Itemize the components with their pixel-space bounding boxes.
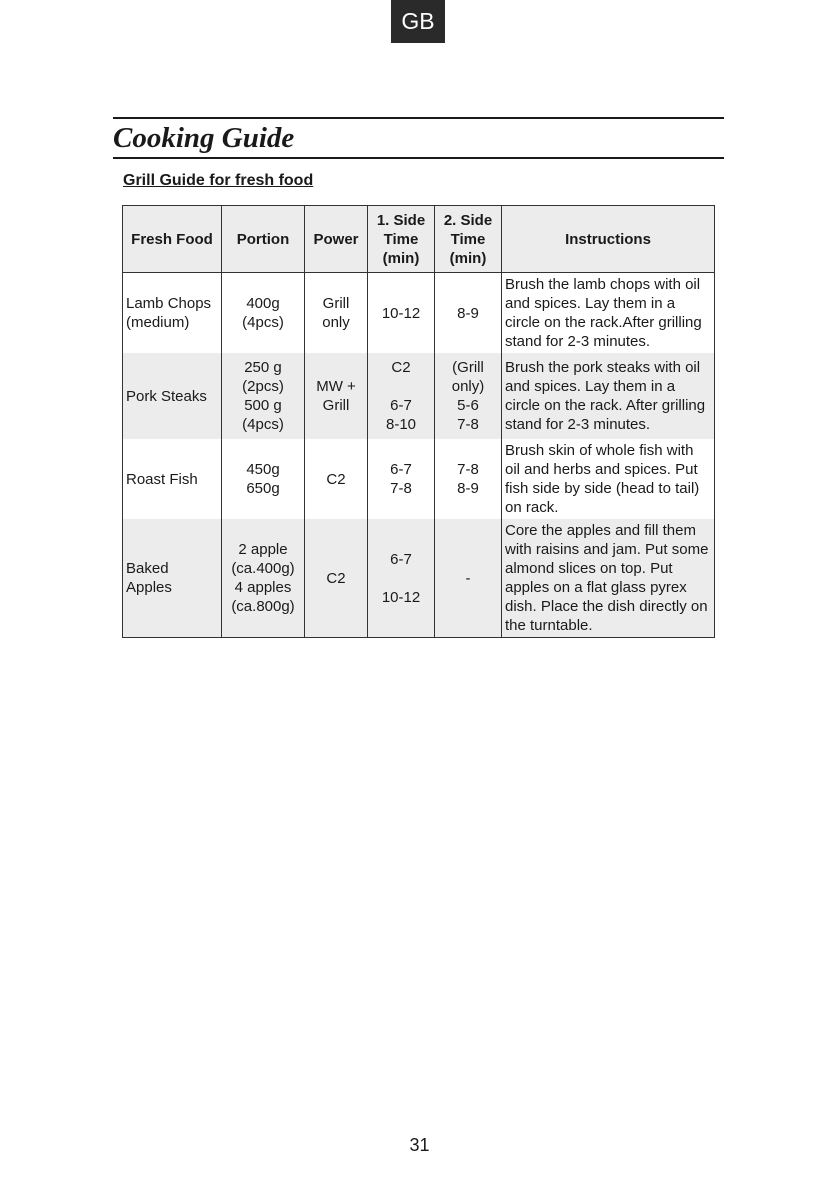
cell-portion: 250 g (2pcs) 500 g (4pcs) [222, 353, 305, 439]
cell-portion: 2 apple (ca.400g) 4 apples (ca.800g) [222, 519, 305, 638]
cell-side1: 6-7 10-12 [368, 519, 435, 638]
cell-side1: C2 6-7 8-10 [368, 353, 435, 439]
header-side1-time: 1. Side Time (min) [368, 206, 435, 273]
cell-side1: 6-7 7-8 [368, 439, 435, 519]
page-number: 31 [409, 1135, 430, 1155]
cell-food: Pork Steaks [123, 353, 222, 439]
table-row [123, 273, 715, 354]
cell-side2: 7-8 8-9 [435, 439, 502, 519]
cell-side2: 8-9 [435, 273, 502, 354]
header-fresh-food: Fresh Food [123, 206, 222, 273]
cell-food: Roast Fish [123, 439, 222, 519]
table-row [123, 353, 715, 439]
language-tab: GB [391, 0, 445, 43]
cell-instructions: Brush skin of whole fish with oil and herbs and spices. Put fish side by side (head to tail) on rack. [502, 439, 715, 519]
cell-instructions: Brush the lamb chops with oil and spices. Lay them in a circle on the rack.After grilling stand for 2-3 minutes. [502, 273, 715, 354]
cell-power: MW + Grill [305, 353, 368, 439]
header-power: Power [305, 206, 368, 273]
cell-power: C2 [305, 519, 368, 638]
table-row [123, 439, 715, 519]
cell-side2: - [435, 519, 502, 638]
header-side2-time: 2. Side Time (min) [435, 206, 502, 273]
cell-instructions: Core the apples and fill them with raisins and jam. Put some almond slices on top. Put apples on a flat glass pyrex dish. Place the dish directly on the turntable. [502, 519, 715, 638]
cell-side1: 10-12 [368, 273, 435, 354]
cell-power: C2 [305, 439, 368, 519]
table-row [123, 519, 715, 638]
grill-guide-table [122, 205, 715, 638]
cell-instructions: Brush the pork steaks with oil and spices. Lay them in a circle on the rack. After grilling stand for 2-3 minutes. [502, 353, 715, 439]
section-title: Grill Guide for fresh food [123, 172, 314, 189]
cell-power: Grill only [305, 273, 368, 354]
header-portion: Portion [222, 206, 305, 273]
cell-food: Baked Apples [123, 519, 222, 638]
table-header-row [123, 206, 715, 273]
cell-portion: 450g 650g [222, 439, 305, 519]
cell-portion: 400g (4pcs) [222, 273, 305, 354]
title-rule-bottom [113, 157, 724, 159]
header-instructions: Instructions [502, 206, 715, 273]
cell-side2: (Grill only) 5-6 7-8 [435, 353, 502, 439]
page-title: Cooking Guide [113, 122, 295, 154]
title-rule-top [113, 117, 724, 119]
cell-food: Lamb Chops (medium) [123, 273, 222, 354]
